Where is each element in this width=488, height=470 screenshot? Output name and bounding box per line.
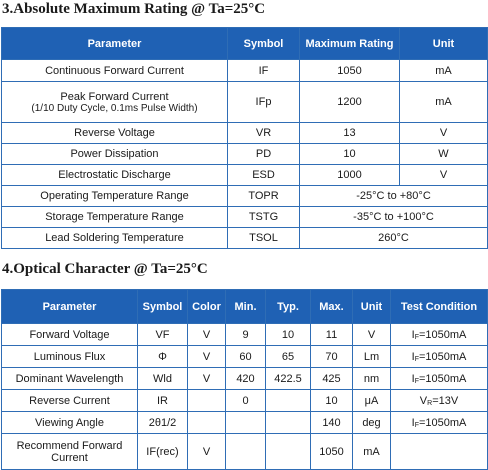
cell-min bbox=[226, 412, 266, 434]
cell-symbol: 2θ1/2 bbox=[138, 412, 188, 434]
table-row bbox=[2, 346, 488, 368]
header-unit: Unit bbox=[353, 290, 391, 324]
cell-unit: nm bbox=[353, 368, 391, 390]
section-title-absolute-max: 3.Absolute Maximum Rating @ Ta=25°C bbox=[2, 1, 266, 17]
cond-subscript: F bbox=[414, 355, 419, 363]
table-row bbox=[2, 82, 488, 123]
cell-symbol: VR bbox=[228, 123, 300, 144]
cell-typ: 422.5 bbox=[266, 368, 311, 390]
cell-unit: W bbox=[400, 144, 488, 165]
cond-rest: =1050mA bbox=[418, 416, 467, 429]
table-row bbox=[2, 324, 488, 346]
cell-test-condition bbox=[391, 368, 488, 390]
cell-parameter: Luminous Flux bbox=[2, 346, 138, 368]
cell-rating: -25°C to +80°C bbox=[300, 186, 488, 207]
cell-unit: mA bbox=[400, 82, 488, 123]
cell-min bbox=[226, 434, 266, 470]
cell-typ bbox=[266, 412, 311, 434]
cell-parameter: Power Dissipation bbox=[2, 144, 228, 165]
cell-min: 420 bbox=[226, 368, 266, 390]
cell-unit: deg bbox=[353, 412, 391, 434]
cell-max: 140 bbox=[311, 412, 353, 434]
cell-min: 0 bbox=[226, 390, 266, 412]
header-color: Color bbox=[188, 290, 226, 324]
cell-parameter: Operating Temperature Range bbox=[2, 186, 228, 207]
cell-typ bbox=[266, 434, 311, 470]
cell-symbol: TSOL bbox=[228, 228, 300, 249]
cell-parameter: Forward Voltage bbox=[2, 324, 138, 346]
cell-test-condition bbox=[391, 412, 488, 434]
cond-main: I bbox=[411, 350, 415, 363]
cond-main: I bbox=[411, 416, 415, 429]
cell-color: V bbox=[188, 346, 226, 368]
cond-subscript: F bbox=[414, 421, 419, 429]
cell-max: 425 bbox=[311, 368, 353, 390]
cell-test-condition bbox=[391, 346, 488, 368]
table-row bbox=[2, 186, 488, 207]
header-symbol: Symbol bbox=[228, 28, 300, 60]
cell-unit: V bbox=[400, 123, 488, 144]
optical-character-table bbox=[1, 289, 488, 470]
cell-symbol: TOPR bbox=[228, 186, 300, 207]
header-maximum-rating: Maximum Rating bbox=[300, 28, 400, 60]
table-row bbox=[2, 434, 488, 470]
cell-rating: 260°C bbox=[300, 228, 488, 249]
cell-typ: 10 bbox=[266, 324, 311, 346]
cell-symbol: Φ bbox=[138, 346, 188, 368]
cond-subscript: F bbox=[414, 377, 419, 385]
cell-symbol: VF bbox=[138, 324, 188, 346]
cell-color: V bbox=[188, 324, 226, 346]
cond-main: V bbox=[419, 394, 428, 407]
cell-max: 1050 bbox=[311, 434, 353, 470]
cell-symbol: ESD bbox=[228, 165, 300, 186]
cell-symbol: IF bbox=[228, 60, 300, 82]
cell-parameter bbox=[2, 82, 228, 123]
cell-symbol: PD bbox=[228, 144, 300, 165]
header-symbol: Symbol bbox=[138, 290, 188, 324]
cell-parameter-line2: Current bbox=[51, 451, 88, 464]
cell-max: 70 bbox=[311, 346, 353, 368]
cell-min: 9 bbox=[226, 324, 266, 346]
cond-rest: =1050mA bbox=[418, 372, 467, 385]
cond-subscript: R bbox=[427, 399, 433, 407]
cell-test-condition bbox=[391, 390, 488, 412]
table-row bbox=[2, 207, 488, 228]
cell-unit: V bbox=[353, 324, 391, 346]
cell-rating: 13 bbox=[300, 123, 400, 144]
cell-parameter: Reverse Voltage bbox=[2, 123, 228, 144]
cell-color bbox=[188, 390, 226, 412]
cond-rest: =13V bbox=[432, 394, 459, 407]
cell-unit: Lm bbox=[353, 346, 391, 368]
cell-symbol: IFp bbox=[228, 82, 300, 123]
cell-max: 11 bbox=[311, 324, 353, 346]
cell-rating: -35°C to +100°C bbox=[300, 207, 488, 228]
header-min: Min. bbox=[226, 290, 266, 324]
cell-typ bbox=[266, 390, 311, 412]
cell-parameter-line1: Peak Forward Current bbox=[60, 90, 169, 103]
cell-typ: 65 bbox=[266, 346, 311, 368]
header-test-condition: Test Condition bbox=[391, 290, 488, 324]
cell-parameter: Viewing Angle bbox=[2, 412, 138, 434]
header-max: Max. bbox=[311, 290, 353, 324]
cell-parameter: Continuous Forward Current bbox=[2, 60, 228, 82]
cell-unit: V bbox=[400, 165, 488, 186]
table-row bbox=[2, 368, 488, 390]
cond-rest: =1050mA bbox=[418, 350, 467, 363]
cell-symbol: Wld bbox=[138, 368, 188, 390]
table-row bbox=[2, 390, 488, 412]
cond-main: I bbox=[411, 328, 415, 341]
cell-unit: μA bbox=[353, 390, 391, 412]
cond-main: I bbox=[411, 372, 415, 385]
cell-color bbox=[188, 412, 226, 434]
header-unit: Unit bbox=[400, 28, 488, 60]
cell-symbol: IF(rec) bbox=[138, 434, 188, 470]
cell-symbol: TSTG bbox=[228, 207, 300, 228]
table-row bbox=[2, 123, 488, 144]
header-parameter: Parameter bbox=[2, 28, 228, 60]
cell-parameter: Storage Temperature Range bbox=[2, 207, 228, 228]
cell-parameter: Dominant Wavelength bbox=[2, 368, 138, 390]
table-row bbox=[2, 144, 488, 165]
cell-max: 10 bbox=[311, 390, 353, 412]
cell-min: 60 bbox=[226, 346, 266, 368]
cond-rest: =1050mA bbox=[418, 328, 467, 341]
cell-parameter bbox=[2, 434, 138, 470]
header-parameter: Parameter bbox=[2, 290, 138, 324]
cell-rating: 10 bbox=[300, 144, 400, 165]
cell-test-condition bbox=[391, 434, 488, 470]
header-typ: Typ. bbox=[266, 290, 311, 324]
cell-parameter: Lead Soldering Temperature bbox=[2, 228, 228, 249]
cell-color: V bbox=[188, 368, 226, 390]
cell-parameter: Reverse Current bbox=[2, 390, 138, 412]
cell-test-condition bbox=[391, 324, 488, 346]
cell-symbol: IR bbox=[138, 390, 188, 412]
table-row bbox=[2, 228, 488, 249]
cell-parameter: Electrostatic Discharge bbox=[2, 165, 228, 186]
cell-color: V bbox=[188, 434, 226, 470]
absolute-max-rating-table bbox=[1, 27, 488, 249]
cond-subscript: F bbox=[414, 333, 419, 341]
table-row bbox=[2, 165, 488, 186]
cell-rating: 1000 bbox=[300, 165, 400, 186]
cell-rating: 1050 bbox=[300, 60, 400, 82]
cell-unit: mA bbox=[400, 60, 488, 82]
cell-rating: 1200 bbox=[300, 82, 400, 123]
cell-parameter-line1: Recommend Forward bbox=[16, 439, 123, 452]
table-row bbox=[2, 412, 488, 434]
cell-parameter-line2: (1/10 Duty Cycle, 0.1ms Pulse Width) bbox=[31, 102, 198, 114]
cell-unit: mA bbox=[353, 434, 391, 470]
table-row bbox=[2, 60, 488, 82]
section-title-optical-character: 4.Optical Character @ Ta=25°C bbox=[2, 261, 208, 277]
